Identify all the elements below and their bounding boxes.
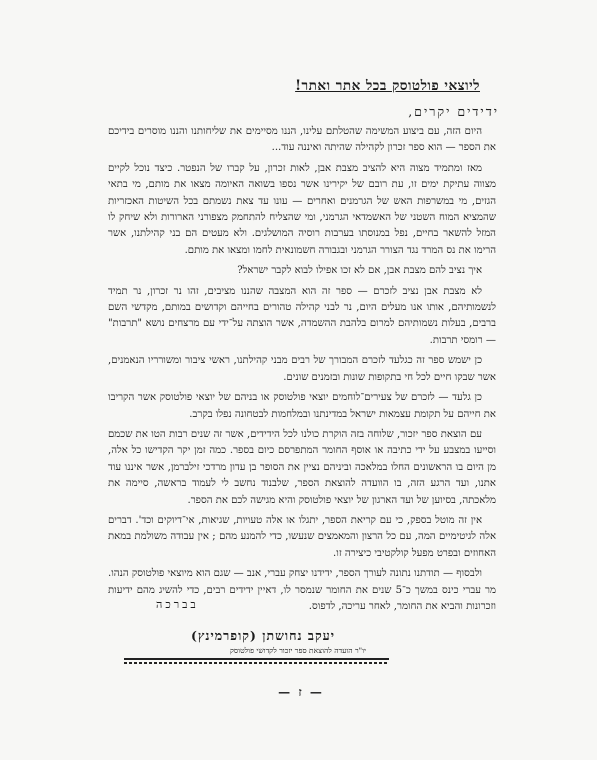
letter-body xyxy=(108,124,496,619)
signature-title: יו"ר הועדה להוצאת ספר יזכור לקדושי פולטוסק xyxy=(229,646,366,655)
salutation: ידידים יקרים, xyxy=(408,104,499,119)
paragraph: ולבסוף — תודתנו נתונה לעורך הספר, ידידנו יצחק עברי, אנב — שגם הוא מיוצאי פולטוסק הנהו. מר עברי כינס במשך כ־5 שנים את החומר שנמסר לו, דאיין ידידים רבים, כדי להשיג מהם ידיעות וזכרונות והביא את החומר, לאחר עריכה, לדפוס. xyxy=(108,568,496,612)
signature-divider xyxy=(124,658,389,663)
closing-blessing: בברכה xyxy=(156,598,199,611)
paragraph: היום הזה, עם ביצוע המשימה שהטלתם עלינו, הננו מסיימים את שליחותנו והננו מוסרים בידיכם את הספר — הוא ספר זכרון לקהילה שהיתה ואיננה עוד... xyxy=(108,126,496,154)
page-title: ליוצאי פולטוסק בכל אתר ואתר! xyxy=(295,78,480,94)
paragraph: אין זה מוטל בספק, כי עם קריאת הספר, יתגלו או אלה טעויות, שגיאות, אי־דיוקים וכד'. דברים אלה לגיטימיים המה, עם כל הרצון והמאמצים שנעשו, כדי להמנע מהם ; אין עבודה משולמת במאת האחוזים ובפרט מפעל קולקטיבי כיצירה זו. xyxy=(108,514,496,559)
paragraph: עם הוצאת ספר יזכור, שלוחה בזה הוקרת כולנו לכל הידידים, אשר זה שנים רבות הטו את שכמם וסייעו במצבע על ידי כתיבה או אוסף החומר המתפרסם כיום בספר. כמה זמן יקר הקדישו כל אלה, מן היום בו הראשונים החלו במלאכה וביניהם נציין את הסופר בן עדון מרדכי זילברמן, אשר איננו עוד אתנו, ועד הרגע הזה, בו הוועדה להוצאת הספר, שלבנוד נחשב לי לעמוד בראשה, סיימה את מלאכתה, בסיוען של ועד הארגון של יוצאי פולטוסק והיא מגישה לכם את הספר. xyxy=(108,428,496,506)
paragraph: מאז ומתמיד מצוה היא להציב מצבת אבן, לאות זכרון, על קברו של הנפטר. כיצד נוכל לקיים מצווה עתיקת ימים זו, עת רובם של יקירינו אשר נספו בשואה האיומה מצאו את מותם, מי בתאי הגזים, מי במשרפות האש של הגרמנים ואחרים — עונו עד צאת נשמתם בכל השיטות האכזריות שהמציא המוח השטני של האשמדאי הגרמני, ומי שהצליח להתחמק מצפורני הארורות ולא שיחק לו המזל להשאר בחיים, נפל במנוסתו בערבות רוסיה המושלגים. ולא מעטים הם בני קהילתנו, אשר הרימו את נס המרד נגד הצורר הגרמני ובגבורה חשמונאית לחמו ומצאו את מותם. xyxy=(108,162,496,256)
paragraph: כן ישמש ספר זה כגלעד לזכרם המבורך של רבים מבני קהילתנו, ראשי ציבור ומשורריו הנאמנים, אשר שבקו חיים לכל חי בתקופות שונות ובזמנים שונים. xyxy=(108,355,496,383)
page-number: — ז — xyxy=(278,685,324,699)
paragraph: כן גלעד — לזכרם של צעירים־לוחמים יוצאי פולטוסק או בניהם של יוצאי פולטוסק אשר הקריבו את חייהם על תקומת עצמאות ישראל במדינתנו ובמלחמות לבטחונה נפלו בקרב. xyxy=(108,392,496,420)
paragraph: איך נציב להם מצבת אבן, אם לא זכו אפילו לבוא לקבר ישראל? xyxy=(237,265,482,277)
paragraph: לא מצבת אבן נציב לזכרם — ספר זה הוא המצבה שהננו מציבים, זהו נר זכרון, נר תמיד לנשמותיהם, אותו אנו מעלים היום, נר לבני קהילה טהורים בחייהם וקדושים במותם, מקדשי השם ברבים, בעלות נשמותיהם למרום בלהבת ההשמדה, אשר הוצתה על־ידי עם מרצחים נושא "תרבות" — רומסי תרבות. xyxy=(108,285,496,346)
signature-name: יעקב נחושתן (קופרמינץ) xyxy=(190,628,335,643)
